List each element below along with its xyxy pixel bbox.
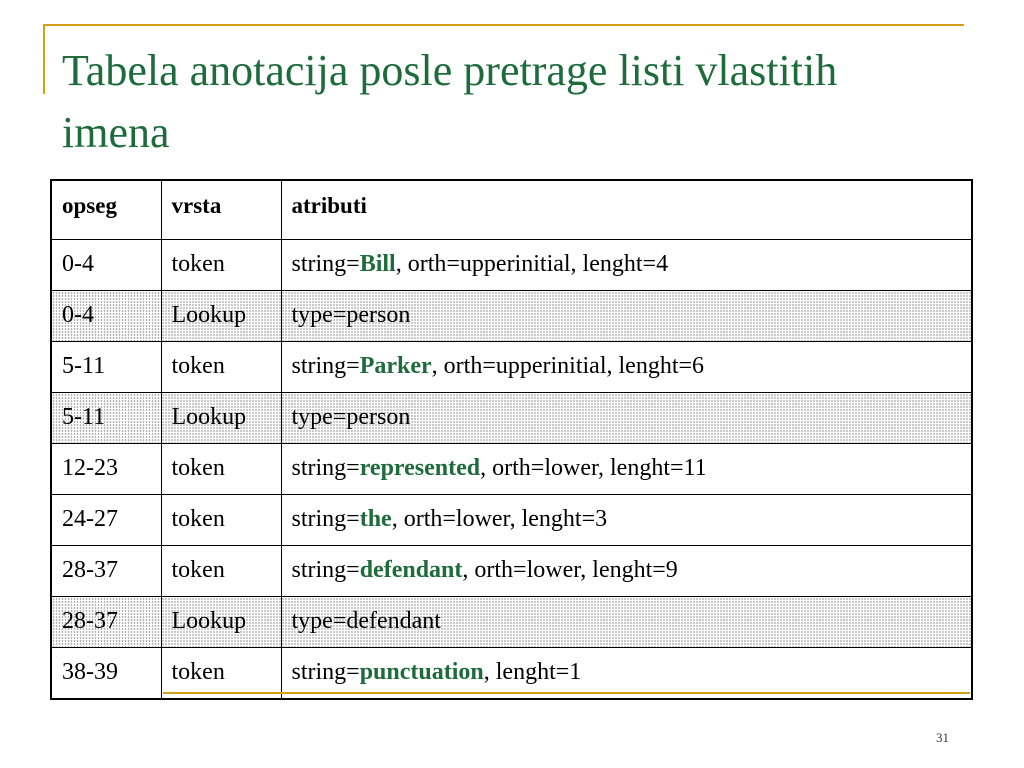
attr-prefix: string= <box>291 659 360 685</box>
attr-suffix: , orth=lower, lenght=9 <box>462 557 678 583</box>
type-cell: token <box>161 546 281 597</box>
top-accent-line <box>43 24 964 26</box>
attr-prefix: type=defendant <box>291 608 441 634</box>
range-cell: 12-23 <box>51 444 161 495</box>
type-cell: token <box>161 240 281 291</box>
attributes-cell <box>281 393 972 444</box>
slide-number: 31 <box>936 730 949 745</box>
header-vrsta: vrsta <box>161 180 281 240</box>
table-row <box>51 240 972 291</box>
attributes-cell <box>281 342 972 393</box>
attr-suffix: , lenght=1 <box>483 659 582 685</box>
type-cell: token <box>161 444 281 495</box>
annotation-table <box>50 179 973 700</box>
table-row <box>51 342 972 393</box>
attr-suffix: , orth=upperinitial, lenght=4 <box>395 251 669 277</box>
attr-prefix: string= <box>291 557 360 583</box>
attr-prefix: string= <box>291 251 360 277</box>
table-row <box>51 444 972 495</box>
token-string-value: Bill <box>359 251 396 277</box>
left-accent-line <box>43 24 45 94</box>
attributes-cell <box>281 240 972 291</box>
range-cell: 0-4 <box>51 291 161 342</box>
table-row <box>51 546 972 597</box>
range-cell: 28-37 <box>51 546 161 597</box>
range-cell: 24-27 <box>51 495 161 546</box>
token-string-value: represented <box>359 455 481 481</box>
type-cell: Lookup <box>161 393 281 444</box>
table-row <box>51 291 972 342</box>
type-cell: token <box>161 342 281 393</box>
type-cell: Lookup <box>161 597 281 648</box>
attr-suffix: , orth=lower, lenght=3 <box>391 506 608 532</box>
type-cell: token <box>161 648 281 700</box>
attributes-cell <box>281 444 972 495</box>
attr-suffix: , orth=upperinitial, lenght=6 <box>431 353 705 379</box>
attr-suffix: , orth=lower, lenght=11 <box>480 455 707 481</box>
attributes-cell <box>281 597 972 648</box>
attr-prefix: type=person <box>291 302 411 328</box>
table-row <box>51 495 972 546</box>
token-string-value: Parker <box>359 353 432 379</box>
bottom-accent-line <box>163 692 970 694</box>
table-row <box>51 393 972 444</box>
attributes-cell <box>281 291 972 342</box>
attr-prefix: type=person <box>291 404 411 430</box>
type-cell: Lookup <box>161 291 281 342</box>
header-atributi: atributi <box>281 180 972 240</box>
slide-title: Tabela anotacija posle pretrage listi vlastitih imena <box>62 46 838 157</box>
type-cell: token <box>161 495 281 546</box>
attr-prefix: string= <box>291 455 360 481</box>
token-string-value: the <box>359 506 392 532</box>
range-cell: 5-11 <box>51 393 161 444</box>
token-string-value: defendant <box>359 557 463 583</box>
range-cell: 5-11 <box>51 342 161 393</box>
attributes-cell <box>281 495 972 546</box>
header-row <box>51 180 972 240</box>
range-cell: 0-4 <box>51 240 161 291</box>
token-string-value: punctuation <box>359 659 484 685</box>
attr-prefix: string= <box>291 506 360 532</box>
table-row <box>51 597 972 648</box>
header-opseg: opseg <box>51 180 161 240</box>
attr-prefix: string= <box>291 353 360 379</box>
attributes-cell <box>281 546 972 597</box>
range-cell: 38-39 <box>51 648 161 700</box>
range-cell: 28-37 <box>51 597 161 648</box>
